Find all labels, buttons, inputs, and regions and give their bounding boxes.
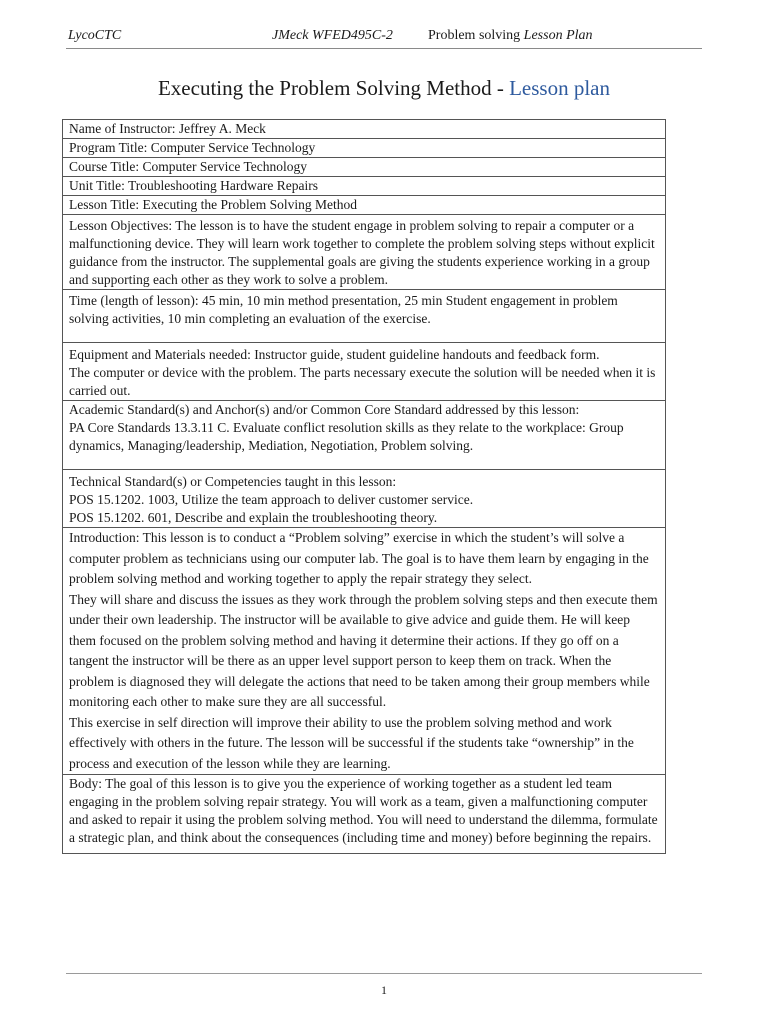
equipment-line-1: Equipment and Materials needed: Instructor guide, student guideline handouts and feedback form. <box>69 347 600 362</box>
technical-standard-1: POS 15.1202. 1003, Utilize the team approach to deliver customer service. <box>69 492 474 507</box>
footer-rule <box>66 973 702 974</box>
technical-heading: Technical Standard(s) or Competencies taught in this lesson: <box>69 474 397 489</box>
header-doc-title-italic: Lesson Plan <box>523 28 593 43</box>
row-lesson-objectives: Lesson Objectives: The lesson is to have the student engage in problem solving to repair a computer or a malfunctioning device. They will learn work together to complete the problem solving steps without explicit guidance from the instructor. The supplemental goals are giving the students experience working in a group and supporting each other as they work to solve a problem. <box>63 215 666 290</box>
header-org: LycoCTC <box>68 28 122 43</box>
row-lesson-title: Lesson Title: Executing the Problem Solving Method <box>63 196 666 215</box>
row-program-title: Program Title: Computer Service Technology <box>63 139 666 158</box>
header-doc-title-plain: Problem solving <box>428 28 524 43</box>
page-title <box>0 76 768 101</box>
intro-paragraph-1: Introduction: This lesson is to conduct a “Problem solving” exercise in which the student’s will solve a computer problem as technicians using our computer lab. The goal is to have them learn by engaging in the problem solving method and working together to apply the repair strategy they select. <box>69 530 649 586</box>
intro-paragraph-2: They will share and discuss the issues as they work through the problem solving steps and then execute them under their own leadership. The instructor will be available to give advice and guide them. He will keep them focused on the problem solving method and having it determine their actions. If they go off on a tangent the instructor will be there as an upper level support person to keep them on track. When the problem is diagnosed they will delegate the actions that need to be taken among their group members while monitoring each other to make sure they are all successful. <box>69 591 658 709</box>
row-time: Time (length of lesson): 45 min, 10 min method presentation, 25 min Student engagement in problem solving activities, 10 min completing an evaluation of the exercise. <box>63 290 666 343</box>
technical-standard-2: POS 15.1202. 601, Describe and explain the troubleshooting theory. <box>69 510 438 525</box>
intro-paragraph-3: This exercise in self direction will improve their ability to use the problem solving method and work effectively with others in the future. The lesson will be successful if the students take “ownership” in the process and execution of the lesson while they are learning. <box>69 714 634 771</box>
row-equipment <box>63 343 666 401</box>
title-accent: Lesson plan <box>509 76 611 100</box>
page-number: 1 <box>381 983 387 997</box>
row-introduction <box>63 528 666 775</box>
row-academic-standards <box>63 401 666 470</box>
page-header <box>68 28 700 48</box>
equipment-line-2: The computer or device with the problem. The parts necessary execute the solution will be needed when it is carried out. <box>69 365 656 398</box>
row-course-title: Course Title: Computer Service Technology <box>63 158 666 177</box>
row-body: Body: The goal of this lesson is to give you the experience of working together as a student led team engaging in the problem solving repair strategy. You will work as a team, given a malfunctioning computer and asked to repair it using the problem solving method. You will need to understand the dilemma, formulate a strategic plan, and think about the consequences (including time and money) before beginning the repairs. <box>63 775 666 854</box>
title-main: Executing the Problem Solving Method - <box>157 76 510 100</box>
row-technical-standards <box>63 470 666 528</box>
row-unit-title: Unit Title: Troubleshooting Hardware Repairs <box>63 177 666 196</box>
row-instructor: Name of Instructor: Jeffrey A. Meck <box>63 120 666 139</box>
header-course-code: JMeck WFED495C-2 <box>272 28 393 43</box>
header-rule <box>66 48 702 49</box>
academic-heading: Academic Standard(s) and Anchor(s) and/or Common Core Standard addressed by this lesson: <box>69 402 580 417</box>
header-doc-title <box>428 28 593 44</box>
academic-detail: PA Core Standards 13.3.11 C. Evaluate conflict resolution skills as they relate to the workplace: Group dynamics, Managing/leadership, Mediation, Negotiation, Problem solving. <box>69 420 624 453</box>
lesson-plan-table <box>62 119 666 854</box>
